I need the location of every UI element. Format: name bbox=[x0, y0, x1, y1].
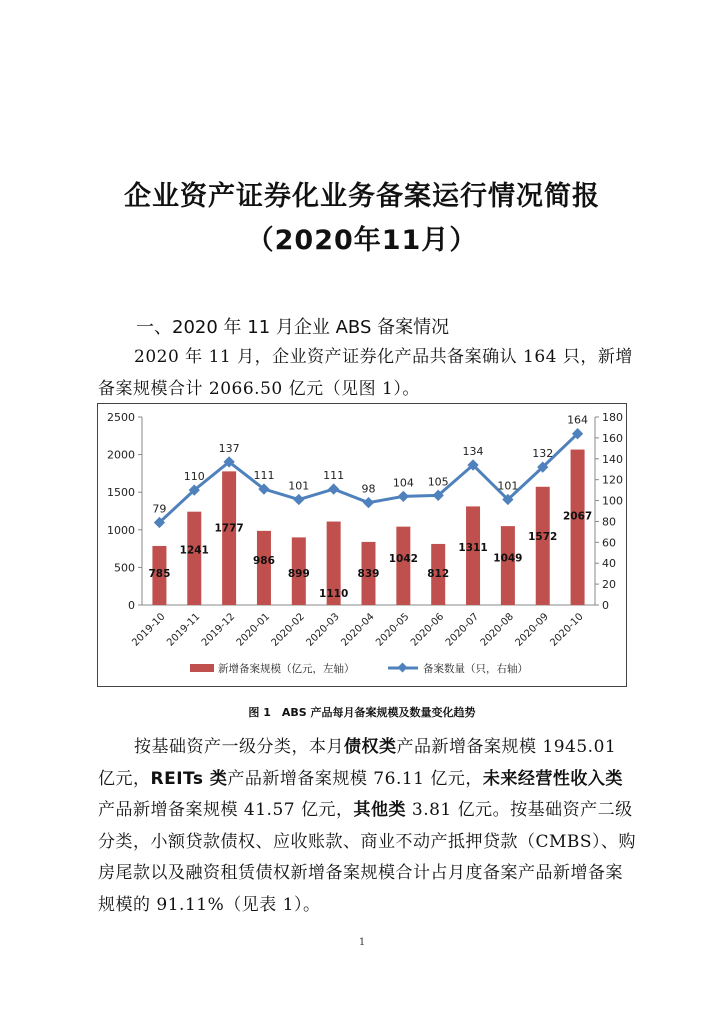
right-tick-label: 80 bbox=[602, 515, 616, 529]
count-value-label: 137 bbox=[218, 441, 240, 455]
paragraph-summary: 2020 年 11 月，企业资产证券化产品共备案确认 164 只，新增备案规模合计 2066.50 亿元（见图 1）。 bbox=[98, 347, 633, 399]
bar-2020-10 bbox=[571, 450, 585, 605]
left-tick-label: 1500 bbox=[107, 486, 135, 500]
bar-value-label: 1110 bbox=[319, 588, 349, 600]
right-tick-label: 60 bbox=[602, 536, 616, 550]
count-value-label: 164 bbox=[567, 413, 589, 427]
right-tick-label: 100 bbox=[602, 494, 623, 508]
bold-term-debt: 债权类 bbox=[344, 737, 397, 757]
count-point-2020-03 bbox=[328, 483, 339, 494]
bar-value-label: 839 bbox=[357, 568, 380, 580]
x-tick-label: 2019-10 bbox=[130, 611, 168, 649]
count-value-label: 101 bbox=[288, 479, 310, 493]
x-tick-label: 2020-07 bbox=[443, 611, 482, 649]
x-tick-label: 2020-01 bbox=[234, 611, 273, 649]
chart-frame bbox=[97, 403, 627, 687]
paragraph-classification bbox=[98, 732, 638, 921]
count-point-2020-02 bbox=[293, 494, 304, 505]
bar-value-label: 2067 bbox=[562, 510, 593, 523]
count-value-label: 132 bbox=[532, 447, 554, 461]
x-tick-label: 2020-09 bbox=[513, 611, 551, 649]
legend-label-bars: 新增备案规模（亿元，左轴） bbox=[218, 663, 355, 675]
x-tick-label: 2020-03 bbox=[304, 611, 342, 649]
left-tick-label: 0 bbox=[128, 599, 135, 612]
document-subtitle-date: （2020年11月） bbox=[246, 225, 478, 256]
legend-swatch-marker bbox=[398, 663, 408, 673]
count-point-2020-05 bbox=[398, 491, 409, 502]
right-tick-label: 20 bbox=[602, 578, 616, 592]
count-value-label: 111 bbox=[253, 469, 275, 483]
bold-term-future-income: 未来经营性收入类 bbox=[482, 768, 623, 789]
bar-2020-05 bbox=[396, 527, 410, 605]
right-tick-label: 0 bbox=[602, 599, 609, 612]
bar-value-label: 986 bbox=[253, 555, 275, 568]
count-value-label: 98 bbox=[361, 482, 376, 496]
bold-term-reits: REITs 类 bbox=[150, 768, 228, 789]
left-tick-label: 2500 bbox=[107, 411, 135, 424]
figure-caption: 图 1 ABS 产品每月备案规模及数量变化趋势 bbox=[248, 706, 476, 719]
count-value-label: 104 bbox=[392, 476, 414, 490]
legend-label-line: 备案数量（只，右轴） bbox=[423, 663, 528, 675]
x-tick-label: 2019-11 bbox=[165, 611, 203, 649]
count-value-label: 111 bbox=[323, 469, 345, 483]
text-run: 产品新增备案规模 76.11 亿元， bbox=[227, 768, 483, 789]
count-value-label: 79 bbox=[152, 502, 167, 516]
bar-2019-12 bbox=[222, 471, 236, 605]
bar-value-label: 1241 bbox=[179, 544, 209, 557]
bar-value-label: 1311 bbox=[458, 541, 488, 554]
text-run: 按基础资产一级分类，本月 bbox=[134, 737, 344, 757]
text-run: 产品新增备案规模 1945.01 亿元， bbox=[98, 737, 617, 789]
document-title: 企业资产证券化业务备案运行情况简报 bbox=[124, 181, 600, 212]
count-value-label: 110 bbox=[183, 470, 205, 484]
count-value-label: 101 bbox=[497, 479, 519, 493]
text-run: 产品新增备案规模 41.57 亿元， bbox=[98, 800, 354, 820]
bold-term-other: 其他类 bbox=[353, 800, 406, 820]
page-number: 1 bbox=[358, 937, 366, 948]
x-tick-label: 2020-10 bbox=[548, 611, 586, 649]
x-tick-label: 2019-12 bbox=[199, 611, 238, 649]
right-tick-label: 140 bbox=[602, 452, 623, 466]
legend-swatch-bars bbox=[190, 664, 214, 672]
count-value-label: 134 bbox=[462, 445, 484, 459]
bar-value-label: 812 bbox=[427, 568, 450, 580]
left-tick-label: 2000 bbox=[107, 448, 135, 462]
right-tick-label: 180 bbox=[602, 411, 623, 424]
x-tick-label: 2020-08 bbox=[478, 611, 517, 649]
x-tick-label: 2020-05 bbox=[374, 611, 412, 649]
right-tick-label: 40 bbox=[602, 557, 616, 571]
right-tick-label: 160 bbox=[602, 431, 623, 445]
bar-value-label: 1042 bbox=[388, 552, 418, 565]
bar-2020-09 bbox=[536, 487, 550, 605]
left-tick-label: 1000 bbox=[107, 523, 135, 537]
bar-2019-11 bbox=[187, 512, 201, 605]
x-tick-label: 2020-06 bbox=[408, 611, 447, 649]
bar-2020-08 bbox=[501, 526, 515, 605]
left-tick-label: 500 bbox=[114, 561, 135, 575]
text-run: 3.81 亿元。按基础资产二级分类，小额贷款债权、应收账款、商业不动产抵押贷款（CMBS）、购房尾款以及融资租赁债权新增备案规模合计占月度备案产品新增备案规模的 91.11%（见表 1）。 bbox=[98, 800, 637, 915]
section-heading: 一、2020 年 11 月企业 ABS 备案情况 bbox=[136, 317, 450, 338]
bar-value-label: 1572 bbox=[528, 530, 558, 543]
abs-monthly-chart bbox=[98, 404, 626, 686]
count-value-label: 105 bbox=[427, 475, 449, 489]
x-tick-label: 2020-04 bbox=[339, 611, 377, 649]
bar-2020-01 bbox=[257, 531, 271, 605]
x-tick-label: 2020-02 bbox=[269, 611, 307, 649]
bar-value-label: 899 bbox=[287, 568, 310, 580]
bar-value-label: 1777 bbox=[214, 522, 244, 535]
count-point-2020-04 bbox=[363, 497, 374, 508]
bar-value-label: 1049 bbox=[493, 552, 523, 565]
bar-2020-07 bbox=[466, 506, 480, 605]
right-tick-label: 120 bbox=[602, 473, 623, 487]
bar-value-label: 785 bbox=[148, 568, 171, 580]
